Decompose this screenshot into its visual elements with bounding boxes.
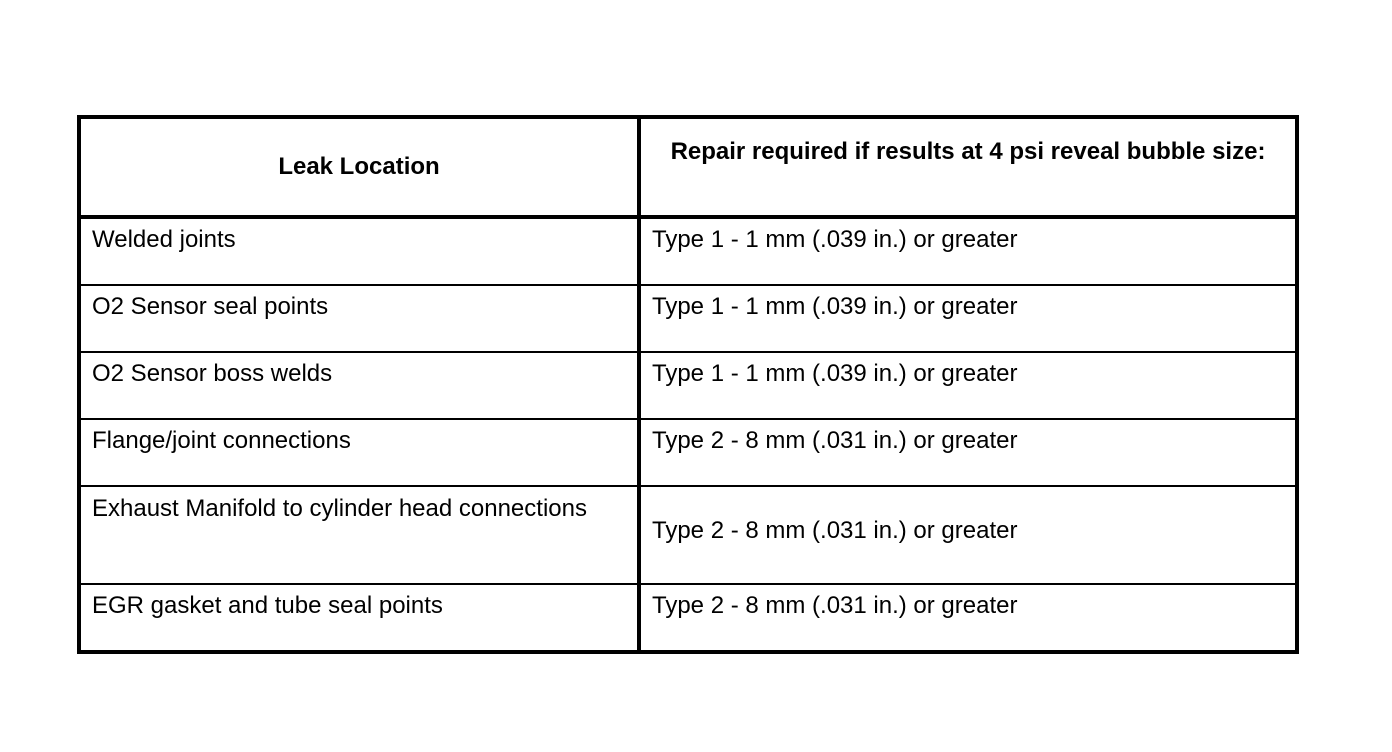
header-row [79,117,1297,217]
table-header [79,117,1297,217]
header-repair-required-label: Repair required if results at 4 psi reveal bubble size: [670,138,1266,165]
table-row [79,584,1297,652]
cell-repair-requirement: Type 2 - 8 mm (.031 in.) or greater [639,419,1297,486]
table-row [79,352,1297,419]
table-row [79,217,1297,285]
cell-leak-location: Flange/joint connections [79,419,639,486]
table-body [79,217,1297,652]
table-row [79,419,1297,486]
cell-leak-location: Exhaust Manifold to cylinder head connections [79,486,639,584]
cell-repair-requirement: Type 1 - 1 mm (.039 in.) or greater [639,352,1297,419]
cell-leak-location: EGR gasket and tube seal points [79,584,639,652]
cell-leak-location: O2 Sensor boss welds [79,352,639,419]
cell-repair-requirement: Type 1 - 1 mm (.039 in.) or greater [639,217,1297,285]
header-leak-location-label: Leak Location [278,153,440,180]
header-leak-location [79,117,639,217]
cell-repair-requirement: Type 2 - 8 mm (.031 in.) or greater [639,486,1297,584]
header-repair-required [639,117,1297,217]
leak-repair-table [77,115,1299,654]
table-row [79,486,1297,584]
cell-leak-location: O2 Sensor seal points [79,285,639,352]
table-row [79,285,1297,352]
cell-repair-requirement: Type 2 - 8 mm (.031 in.) or greater [639,584,1297,652]
cell-repair-requirement: Type 1 - 1 mm (.039 in.) or greater [639,285,1297,352]
cell-leak-location: Welded joints [79,217,639,285]
